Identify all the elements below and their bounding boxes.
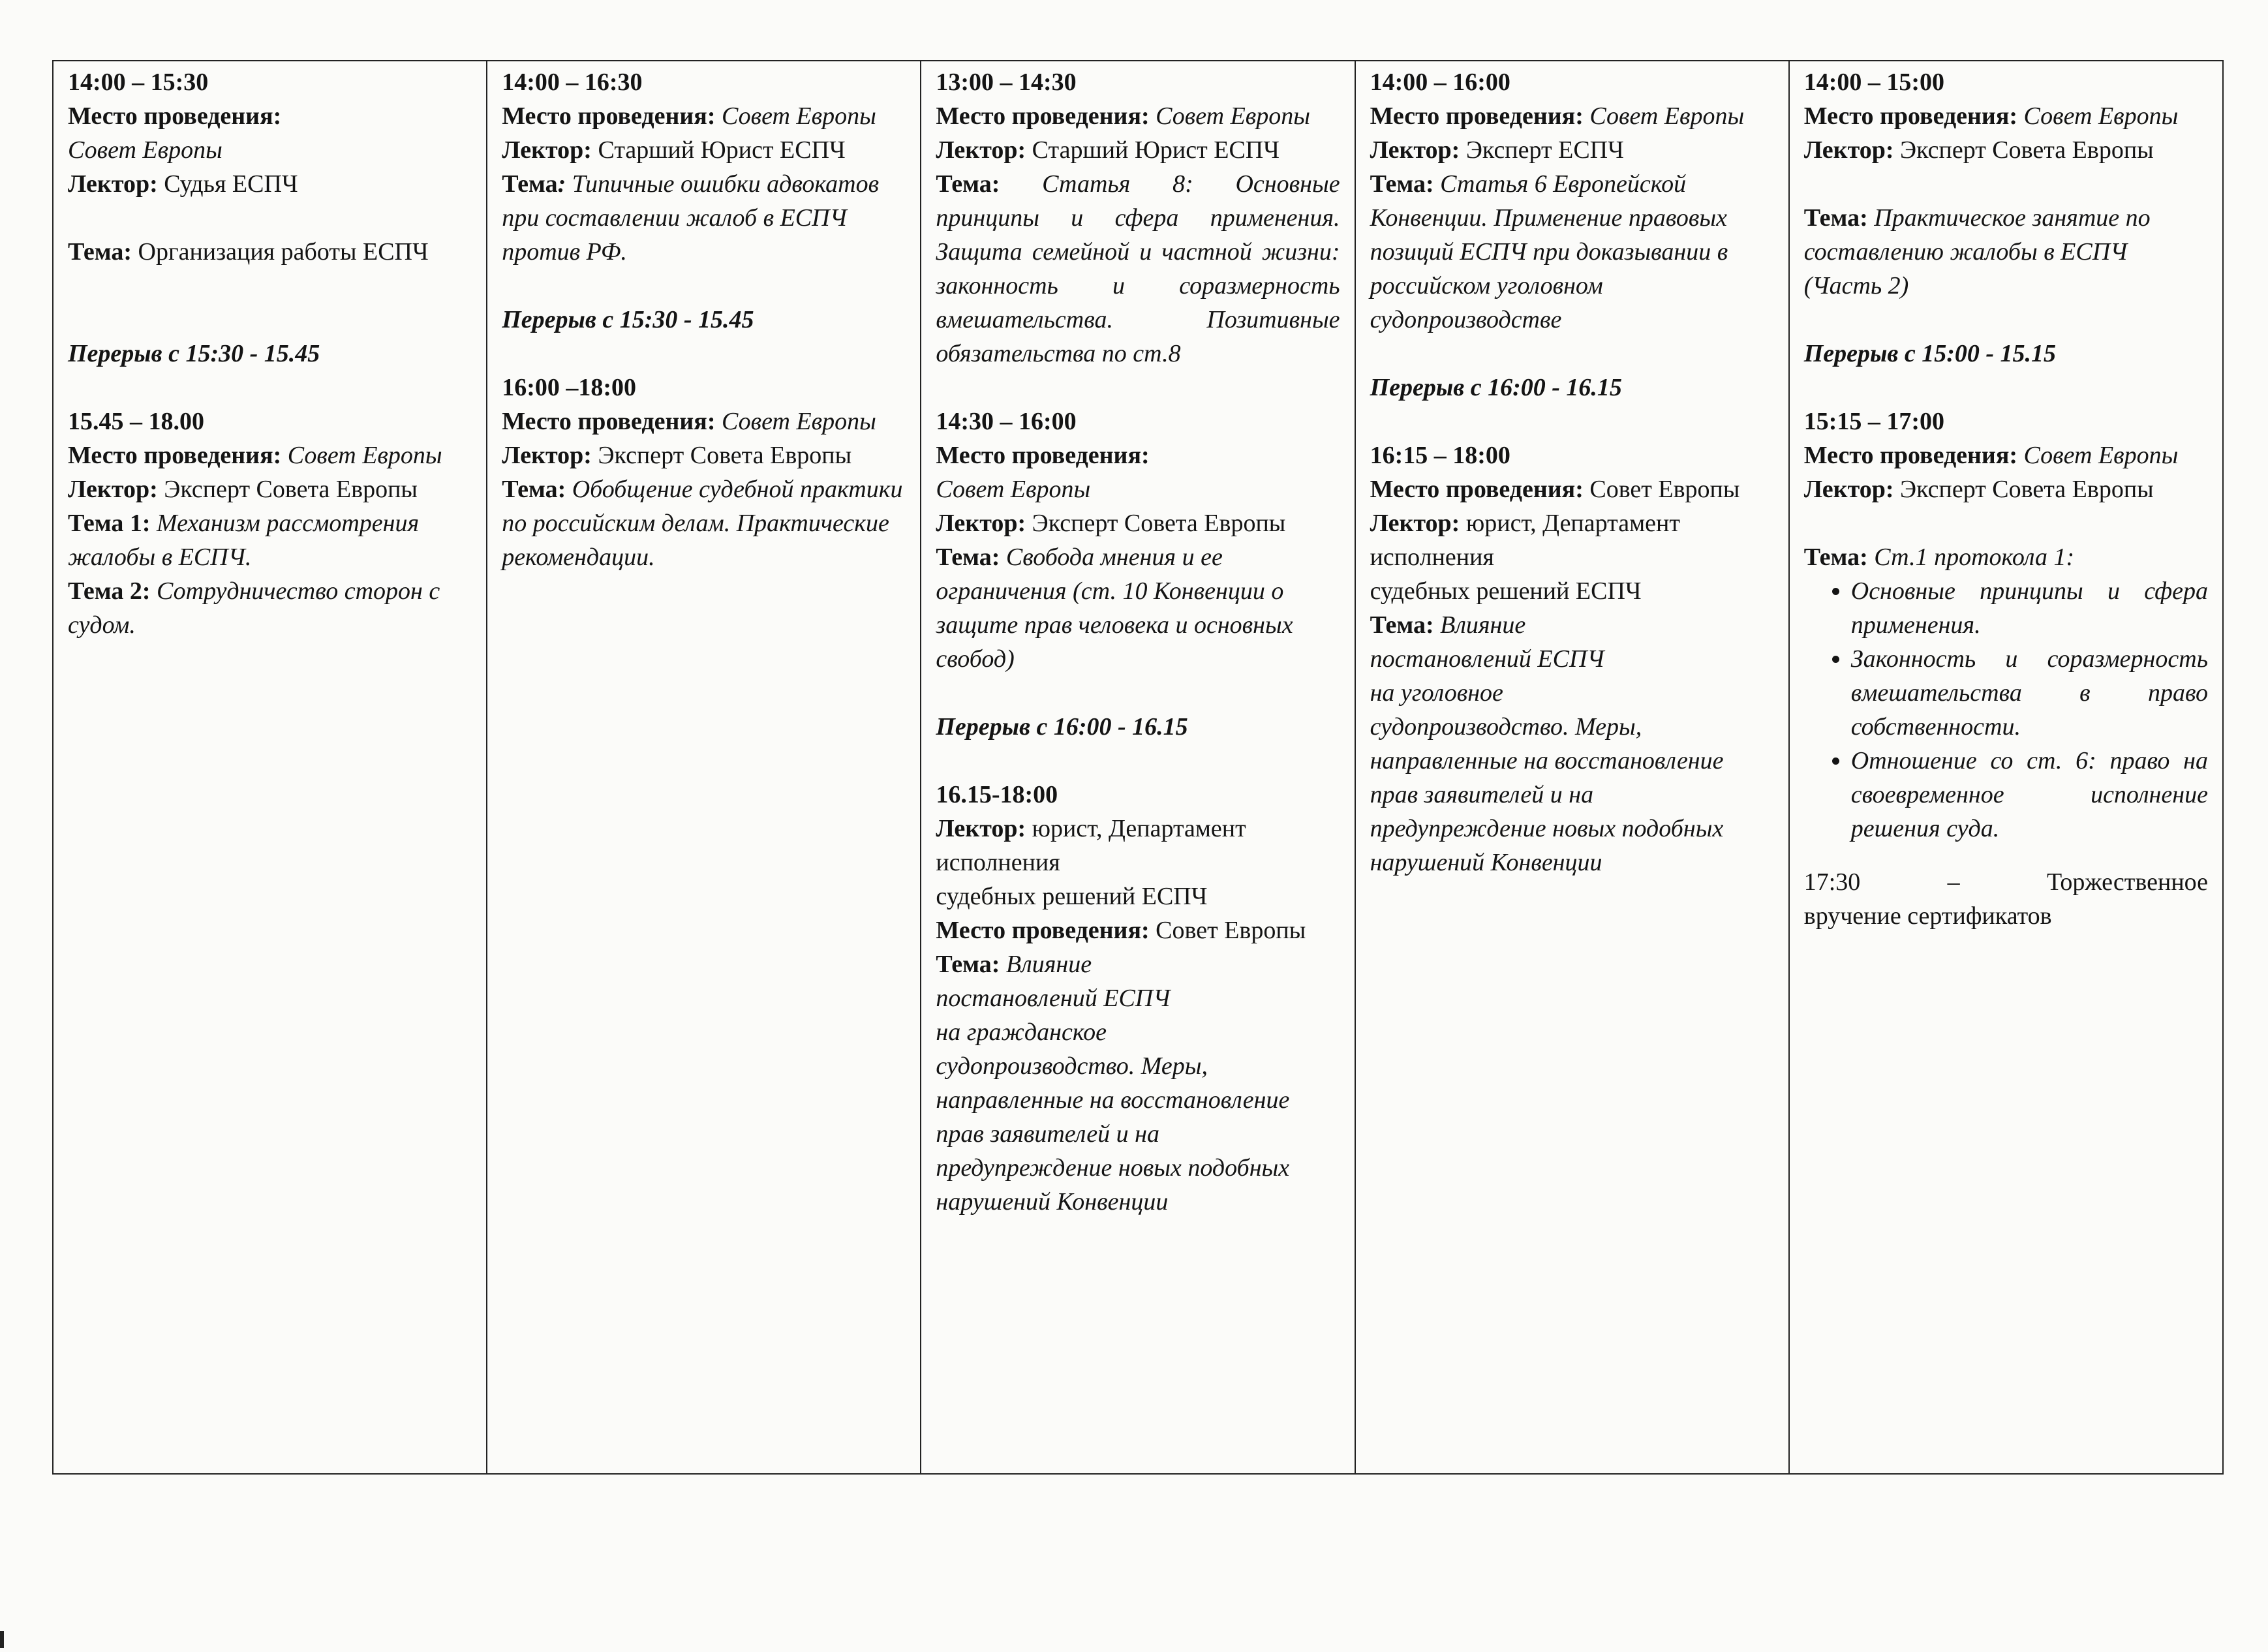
venue-label: Место проведения:	[1803, 102, 2018, 130]
topic-value: судопроизводство. Меры, направленные на восстановление прав заявителей и на предупреждение новых подобных нарушений Конвенции	[936, 1052, 1290, 1216]
venue-label: Место проведения:	[936, 102, 1150, 130]
topic-value: на уголовное	[1370, 679, 1503, 707]
topic-value: Свобода мнения и ее ограничения (ст. 10 Конвенции о защите прав человека и основных свобод)	[936, 543, 1293, 673]
closing-line-2: вручение сертификатов	[1803, 902, 2052, 930]
venue-value: Совет Европы	[68, 136, 222, 164]
topic-value: судопроизводство. Меры, направленные на восстановление прав заявителей и на предупреждение новых подобных нарушений Конвенции	[1370, 713, 1724, 876]
topic-label: Тема:	[1370, 611, 1434, 639]
topic-bullet-list	[1804, 574, 2208, 846]
session-time: 16:00 –18:00	[502, 374, 636, 401]
topic-label: Тема:	[936, 543, 1000, 571]
day-column-4	[1355, 61, 1789, 1474]
session-time: 15:15 – 17:00	[1803, 408, 1945, 435]
list-item: • Отношение со ст. 6: право на своевременное исполнение решения суда.	[1851, 744, 2208, 846]
topic-value: Влияние	[1440, 611, 1526, 639]
session-time: 14:30 – 16:00	[936, 408, 1077, 435]
venue-label: Место проведения:	[1370, 476, 1584, 503]
session-time: 15.45 – 18.00	[68, 408, 204, 435]
lecturer-value: Эксперт Совета Европы	[1032, 510, 1286, 537]
lecturer-value: исполнения	[936, 849, 1060, 876]
lecturer-label: Лектор:	[1803, 136, 1894, 164]
venue-label: Место проведения:	[502, 408, 716, 435]
topic-label: Тема:	[936, 170, 1000, 198]
session-time: 14:00 – 15:00	[1803, 69, 1945, 96]
topic-value: постановлений ЕСПЧ	[936, 985, 1171, 1012]
break-line: Перерыв с 15:30 - 15.45	[502, 306, 754, 333]
topic-1-value: Механизм рассмотрения жалобы в ЕСПЧ.	[68, 510, 420, 571]
topic-value: Практическое занятие по составлению жалобы в ЕСПЧ (Часть 2)	[1803, 204, 2151, 299]
lecturer-label: Лектор:	[1370, 136, 1460, 164]
topic-label: Тема:	[1803, 204, 1868, 232]
session-time: 14:00 – 16:30	[502, 69, 643, 96]
topic-label: Тема:	[502, 476, 566, 503]
venue-value: Совет Европы	[1156, 102, 1311, 130]
lecturer-value: юрист, Департамент	[1032, 815, 1246, 842]
topic-value: Типичные ошибки адвокатов при составлении жалоб в ЕСПЧ против РФ.	[502, 170, 880, 266]
day-column-5	[1789, 61, 2223, 1474]
venue-value: Совет Европы	[1589, 102, 1745, 130]
venue-label: Место проведения:	[1370, 102, 1584, 130]
lecturer-value: Старший Юрист ЕСПЧ	[1032, 136, 1280, 164]
topic-value: на гражданское	[936, 1018, 1107, 1046]
day-column-2	[487, 61, 921, 1474]
day-column-3	[921, 61, 1355, 1474]
venue-value: Совет Европы	[2023, 442, 2179, 469]
lecturer-value: Судья ЕСПЧ	[164, 170, 298, 198]
venue-label: Место проведения:	[502, 102, 716, 130]
venue-label: Место проведения:	[68, 102, 282, 130]
lecturer-value: юрист, Департамент	[1465, 510, 1680, 537]
lecturer-value: судебных решений ЕСПЧ	[936, 883, 1208, 910]
session-time: 14:00 – 15:30	[68, 69, 209, 96]
break-line: Перерыв с 15:30 - 15.45	[68, 340, 320, 367]
session-time: 14:00 – 16:00	[1370, 69, 1510, 96]
topic-value: Обобщение судебной практики по российским делам. Практические рекомендации.	[502, 476, 903, 571]
break-line: Перерыв с 16:00 - 16.15	[1370, 374, 1622, 401]
list-item: • Основные принципы и сфера применения.	[1851, 574, 2208, 642]
lecturer-label: Лектор:	[936, 136, 1026, 164]
closing-word: Торжественное	[2047, 868, 2208, 896]
topic-label: Тема:	[1370, 170, 1434, 198]
break-line: Перерыв с 16:00 - 16.15	[936, 713, 1188, 741]
venue-label: Место проведения:	[1803, 442, 2018, 469]
venue-value: Совет Европы	[287, 442, 442, 469]
lecturer-label: Лектор:	[936, 510, 1026, 537]
venue-label: Место проведения:	[936, 917, 1150, 944]
venue-value: Совет Европы	[2023, 102, 2179, 130]
topic-value: Статья 8: Основные принципы и сфера применения. Защита семейной и частной жизни: законность и соразмерность вмешательства. Позитивные обязательства по ст.8	[936, 170, 1340, 367]
day-column-1	[53, 61, 487, 1474]
closing-dash: –	[1947, 868, 1960, 896]
lecturer-value: Старший Юрист ЕСПЧ	[598, 136, 846, 164]
lecturer-label: Лектор:	[502, 136, 592, 164]
list-item: • Законность и соразмерность вмешательства в право собственности.	[1851, 642, 2208, 744]
closing-time: 17:30	[1803, 868, 1861, 896]
topic-1-label: Тема 1:	[68, 510, 151, 537]
topic-2-label: Тема 2:	[68, 577, 151, 605]
session-time: 13:00 – 14:30	[936, 69, 1077, 96]
lecturer-label: Лектор:	[502, 442, 592, 469]
venue-value: Совет Европы	[721, 102, 876, 130]
lecturer-value: Эксперт Совета Европы	[1900, 136, 2154, 164]
lecturer-value: Эксперт Совета Европы	[1900, 476, 2154, 503]
session-time: 16:15 – 18:00	[1370, 442, 1510, 469]
venue-value: Совет Европы	[1156, 917, 1306, 944]
schedule-row	[53, 61, 2223, 1474]
venue-value: Совет Европы	[1589, 476, 1740, 503]
lecturer-label: Лектор:	[1803, 476, 1894, 503]
venue-label: Место проведения:	[68, 442, 282, 469]
lecturer-label: Лектор:	[68, 170, 158, 198]
topic-label: Тема	[502, 170, 558, 198]
lecturer-value: Эксперт ЕСПЧ	[1465, 136, 1624, 164]
topic-value: Статья 6 Европейской Конвенции. Применение правовых позиций ЕСПЧ при доказывании в российском уголовном судопроизводстве	[1370, 170, 1728, 333]
session-time: 16.15-18:00	[936, 781, 1058, 808]
topic-label: Тема:	[68, 238, 132, 266]
topic-label: Тема:	[936, 951, 1000, 978]
topic-value: постановлений ЕСПЧ	[1370, 645, 1604, 673]
lecturer-value: Эксперт Совета Европы	[164, 476, 418, 503]
topic-value: Организация работы ЕСПЧ	[138, 238, 429, 266]
topic-2-value: Сотрудничество сторон с судом.	[68, 577, 440, 639]
break-line: Перерыв с 15:00 - 15.15	[1803, 340, 2057, 367]
venue-value: Совет Европы	[721, 408, 876, 435]
lecturer-value: исполнения	[1370, 543, 1494, 571]
topic-label: Тема:	[1803, 543, 1868, 571]
schedule-table	[52, 60, 2224, 1475]
scan-mark	[0, 1631, 4, 1648]
topic-value: Ст.1 протокола 1:	[1874, 543, 2075, 571]
lecturer-label: Лектор:	[1370, 510, 1460, 537]
lecturer-label: Лектор:	[68, 476, 158, 503]
lecturer-value: судебных решений ЕСПЧ	[1370, 577, 1642, 605]
venue-value: Совет Европы	[936, 476, 1091, 503]
lecturer-value: Эксперт Совета Европы	[598, 442, 852, 469]
venue-label: Место проведения:	[936, 442, 1150, 469]
lecturer-label: Лектор:	[936, 815, 1026, 842]
topic-colon: :	[557, 170, 566, 198]
topic-value: Влияние	[1005, 951, 1092, 978]
closing-line	[1804, 865, 2208, 899]
